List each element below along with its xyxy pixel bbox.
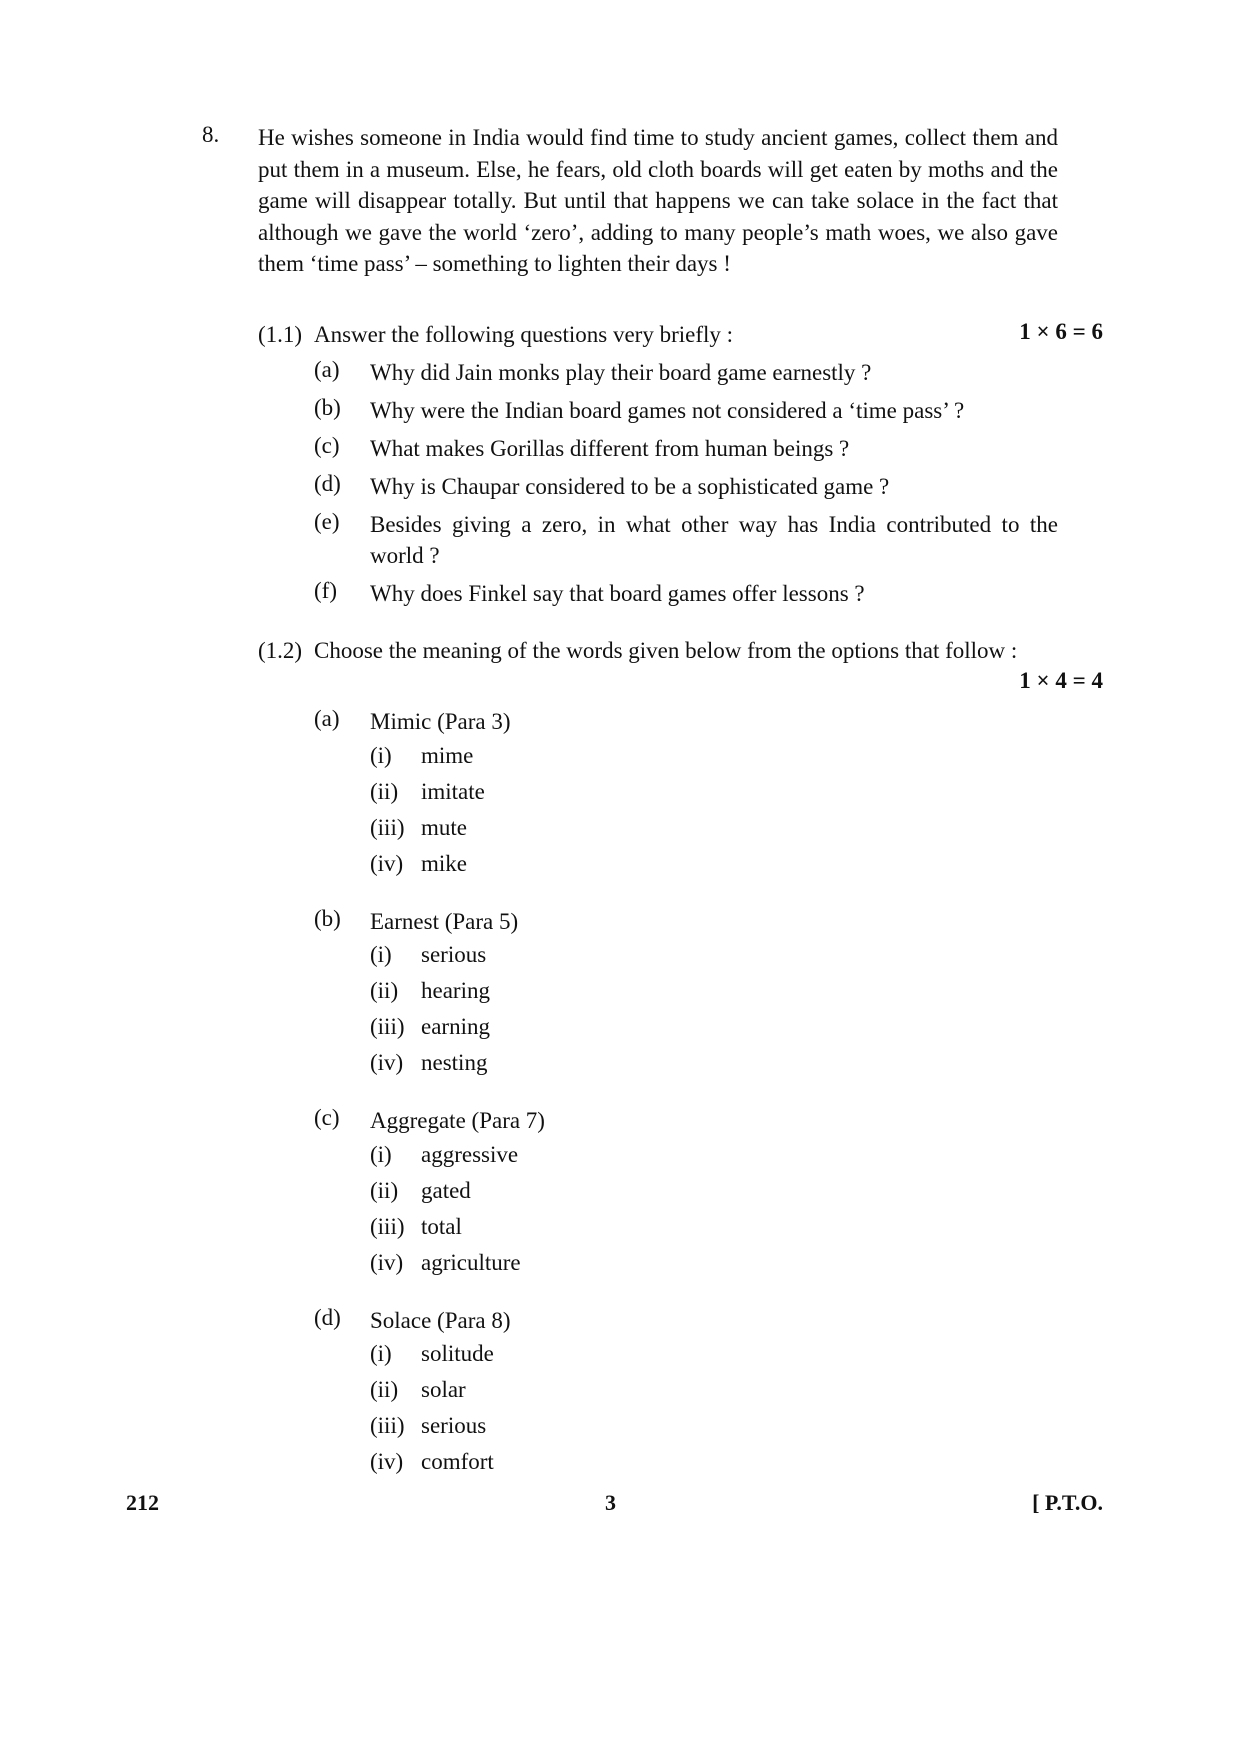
question-text: What makes Gorillas different from human beings ?	[370, 436, 850, 461]
option-text: solitude	[421, 1341, 494, 1366]
option-label: (ii)	[370, 1178, 399, 1203]
section2-marks: 1 × 4 = 4	[1019, 668, 1103, 693]
option-label: (i)	[370, 942, 392, 967]
word-text: Solace (Para 8)	[370, 1308, 511, 1333]
option-text: mime	[421, 743, 474, 768]
question-label: (f)	[314, 578, 337, 603]
section2-label: (1.2)	[258, 638, 303, 663]
option-text: mute	[421, 815, 467, 840]
word-label: (c)	[314, 1105, 340, 1130]
option-label: (iv)	[370, 1449, 404, 1474]
section1-marks: 1 × 6 = 6	[1019, 319, 1103, 344]
option-label: (iii)	[370, 1413, 405, 1438]
question-text: Why is Chaupar considered to be a sophisticated game ?	[370, 474, 890, 499]
option-label: (iii)	[370, 1014, 405, 1039]
question-text: Besides giving a zero, in what other way has India contributed to the world ?	[370, 512, 1058, 568]
option-label: (iii)	[370, 1214, 405, 1239]
word-label: (b)	[314, 906, 341, 931]
word-text: Aggregate (Para 7)	[370, 1108, 545, 1133]
section1-instruction: Answer the following questions very briefly :	[314, 322, 734, 347]
question-text: Why did Jain monks play their board game earnestly ?	[370, 360, 872, 385]
option-text: comfort	[421, 1449, 494, 1474]
option-text: serious	[421, 942, 487, 967]
word-label: (a)	[314, 706, 340, 731]
option-label: (i)	[370, 1341, 392, 1366]
option-text: mike	[421, 851, 467, 876]
option-label: (i)	[370, 1142, 392, 1167]
option-label: (iv)	[370, 1050, 404, 1075]
word-text: Earnest (Para 5)	[370, 909, 519, 934]
option-text: serious	[421, 1413, 487, 1438]
option-text: total	[421, 1214, 462, 1239]
question-label: (e)	[314, 509, 340, 534]
question-label: (b)	[314, 395, 341, 420]
option-text: solar	[421, 1377, 466, 1402]
option-text: aggressive	[421, 1142, 519, 1167]
section2-instruction: Choose the meaning of the words given below from the options that follow :	[314, 638, 1018, 663]
option-text: hearing	[421, 978, 490, 1003]
option-text: imitate	[421, 779, 485, 804]
option-text: gated	[421, 1178, 471, 1203]
option-label: (i)	[370, 743, 392, 768]
section1-label: (1.1)	[258, 322, 303, 347]
passage-number: 8.	[202, 122, 220, 147]
option-label: (iv)	[370, 1250, 404, 1275]
option-label: (ii)	[370, 978, 399, 1003]
paper-code: 212	[126, 1490, 159, 1515]
option-label: (ii)	[370, 779, 399, 804]
page-number: 3	[605, 1490, 616, 1515]
question-label: (d)	[314, 471, 341, 496]
question-label: (c)	[314, 433, 340, 458]
option-text: earning	[421, 1014, 490, 1039]
option-text: nesting	[421, 1050, 488, 1075]
question-text: Why were the Indian board games not considered a ‘time pass’ ?	[370, 398, 965, 423]
word-label: (d)	[314, 1305, 341, 1330]
option-label: (iii)	[370, 815, 405, 840]
option-label: (iv)	[370, 851, 404, 876]
option-text: agriculture	[421, 1250, 521, 1275]
option-label: (ii)	[370, 1377, 399, 1402]
word-text: Mimic (Para 3)	[370, 709, 511, 734]
passage-text: He wishes someone in India would find time to study ancient games, collect them and put them in a museum. Else, he fears, old cloth boards will get eaten by moths and the game will disappear totally. But until that happens we can take solace in the fact that although we gave the world ‘zero’, adding to many people’s math woes, we also gave them ‘time pass’ – something to lighten their days !	[258, 125, 1058, 277]
question-label: (a)	[314, 357, 340, 382]
question-text: Why does Finkel say that board games offer lessons ?	[370, 581, 865, 606]
please-turn-over: [ P.T.O.	[1032, 1490, 1103, 1515]
